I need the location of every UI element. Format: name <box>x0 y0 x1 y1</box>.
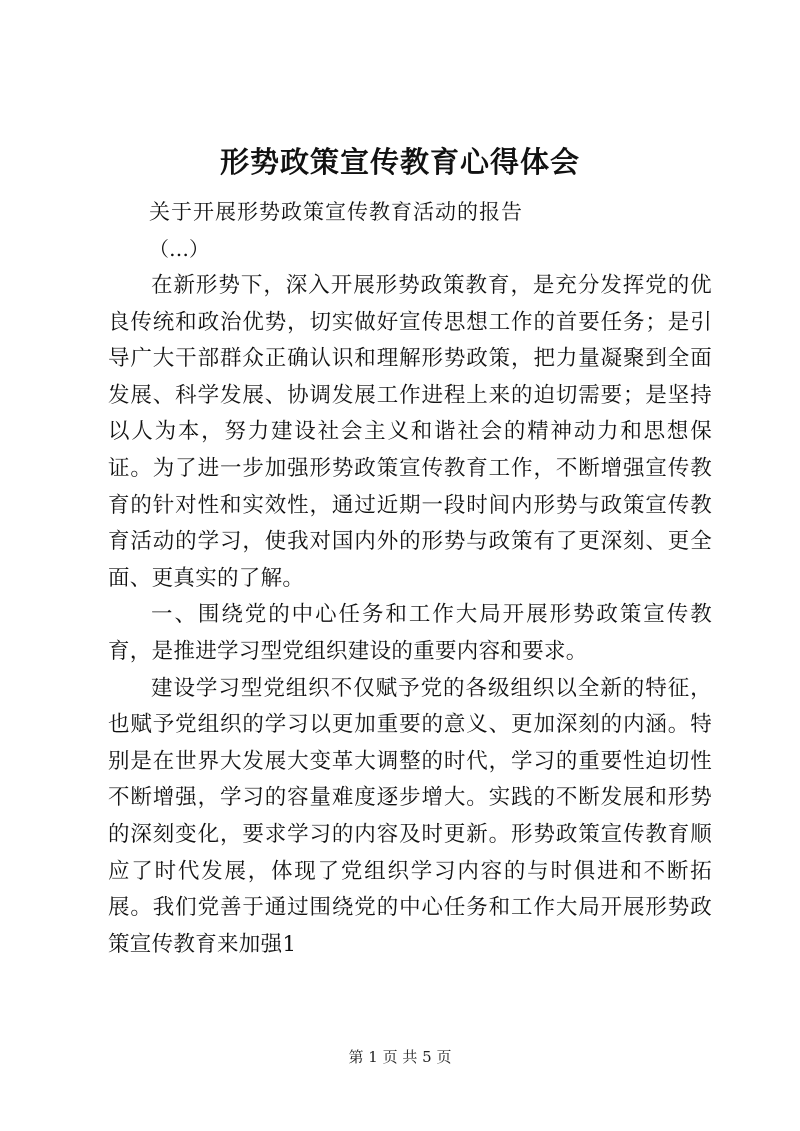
document-body <box>108 268 712 963</box>
document-title: 形势政策宣传教育心得体会 <box>219 145 580 179</box>
body-paragraph: 在新形势下，深入开展形势政策教育，是充分发挥党的优良传统和政治优势，切实做好宣传思想工作的首要任务；是引导广大干部群众正确认识和理解形势政策，把力量凝聚到全面发展、科学发展、协调发展工作进程上来的迫切需要；是坚持以人为本，努力建设社会主义和谐社会的精神动力和思想保证。为了进一步加强形势政策宣传教育工作，不断增强宣传教育的针对性和实效性，通过近期一段时间内形势与政策宣传教育活动的学习，使我对国内外的形势与政策有了更深刻、更全面、更真实的了解。 <box>108 273 712 591</box>
subtitle-note: （…） <box>149 237 209 261</box>
body-paragraph: 建设学习型党组织不仅赋予党的各级组织以全新的特征，也赋予党组织的学习以更加重要的意义、更加深刻的内涵。特别是在世界大发展大变革大调整的时代，学习的重要性迫切性不断增强，学习的容量难度逐步增大。实践的不断发展和形势的深刻变化，要求学习的内容及时更新。形势政策宣传教育顺应了时代发展，体现了党组织学习内容的与时俱进和不断拓展。我们党善于通过围绕党的中心任务和工作大局开展形势政策宣传教育来加强1 <box>108 675 712 957</box>
document-subtitle: 关于开展形势政策宣传教育活动的报告 <box>149 200 523 224</box>
page-number: 第 1 页 共 5 页 <box>348 1048 452 1066</box>
section-heading: 一、围绕党的中心任务和工作大局开展形势政策宣传教育，是推进学习型党组织建设的重要内容和要求。 <box>108 602 712 664</box>
